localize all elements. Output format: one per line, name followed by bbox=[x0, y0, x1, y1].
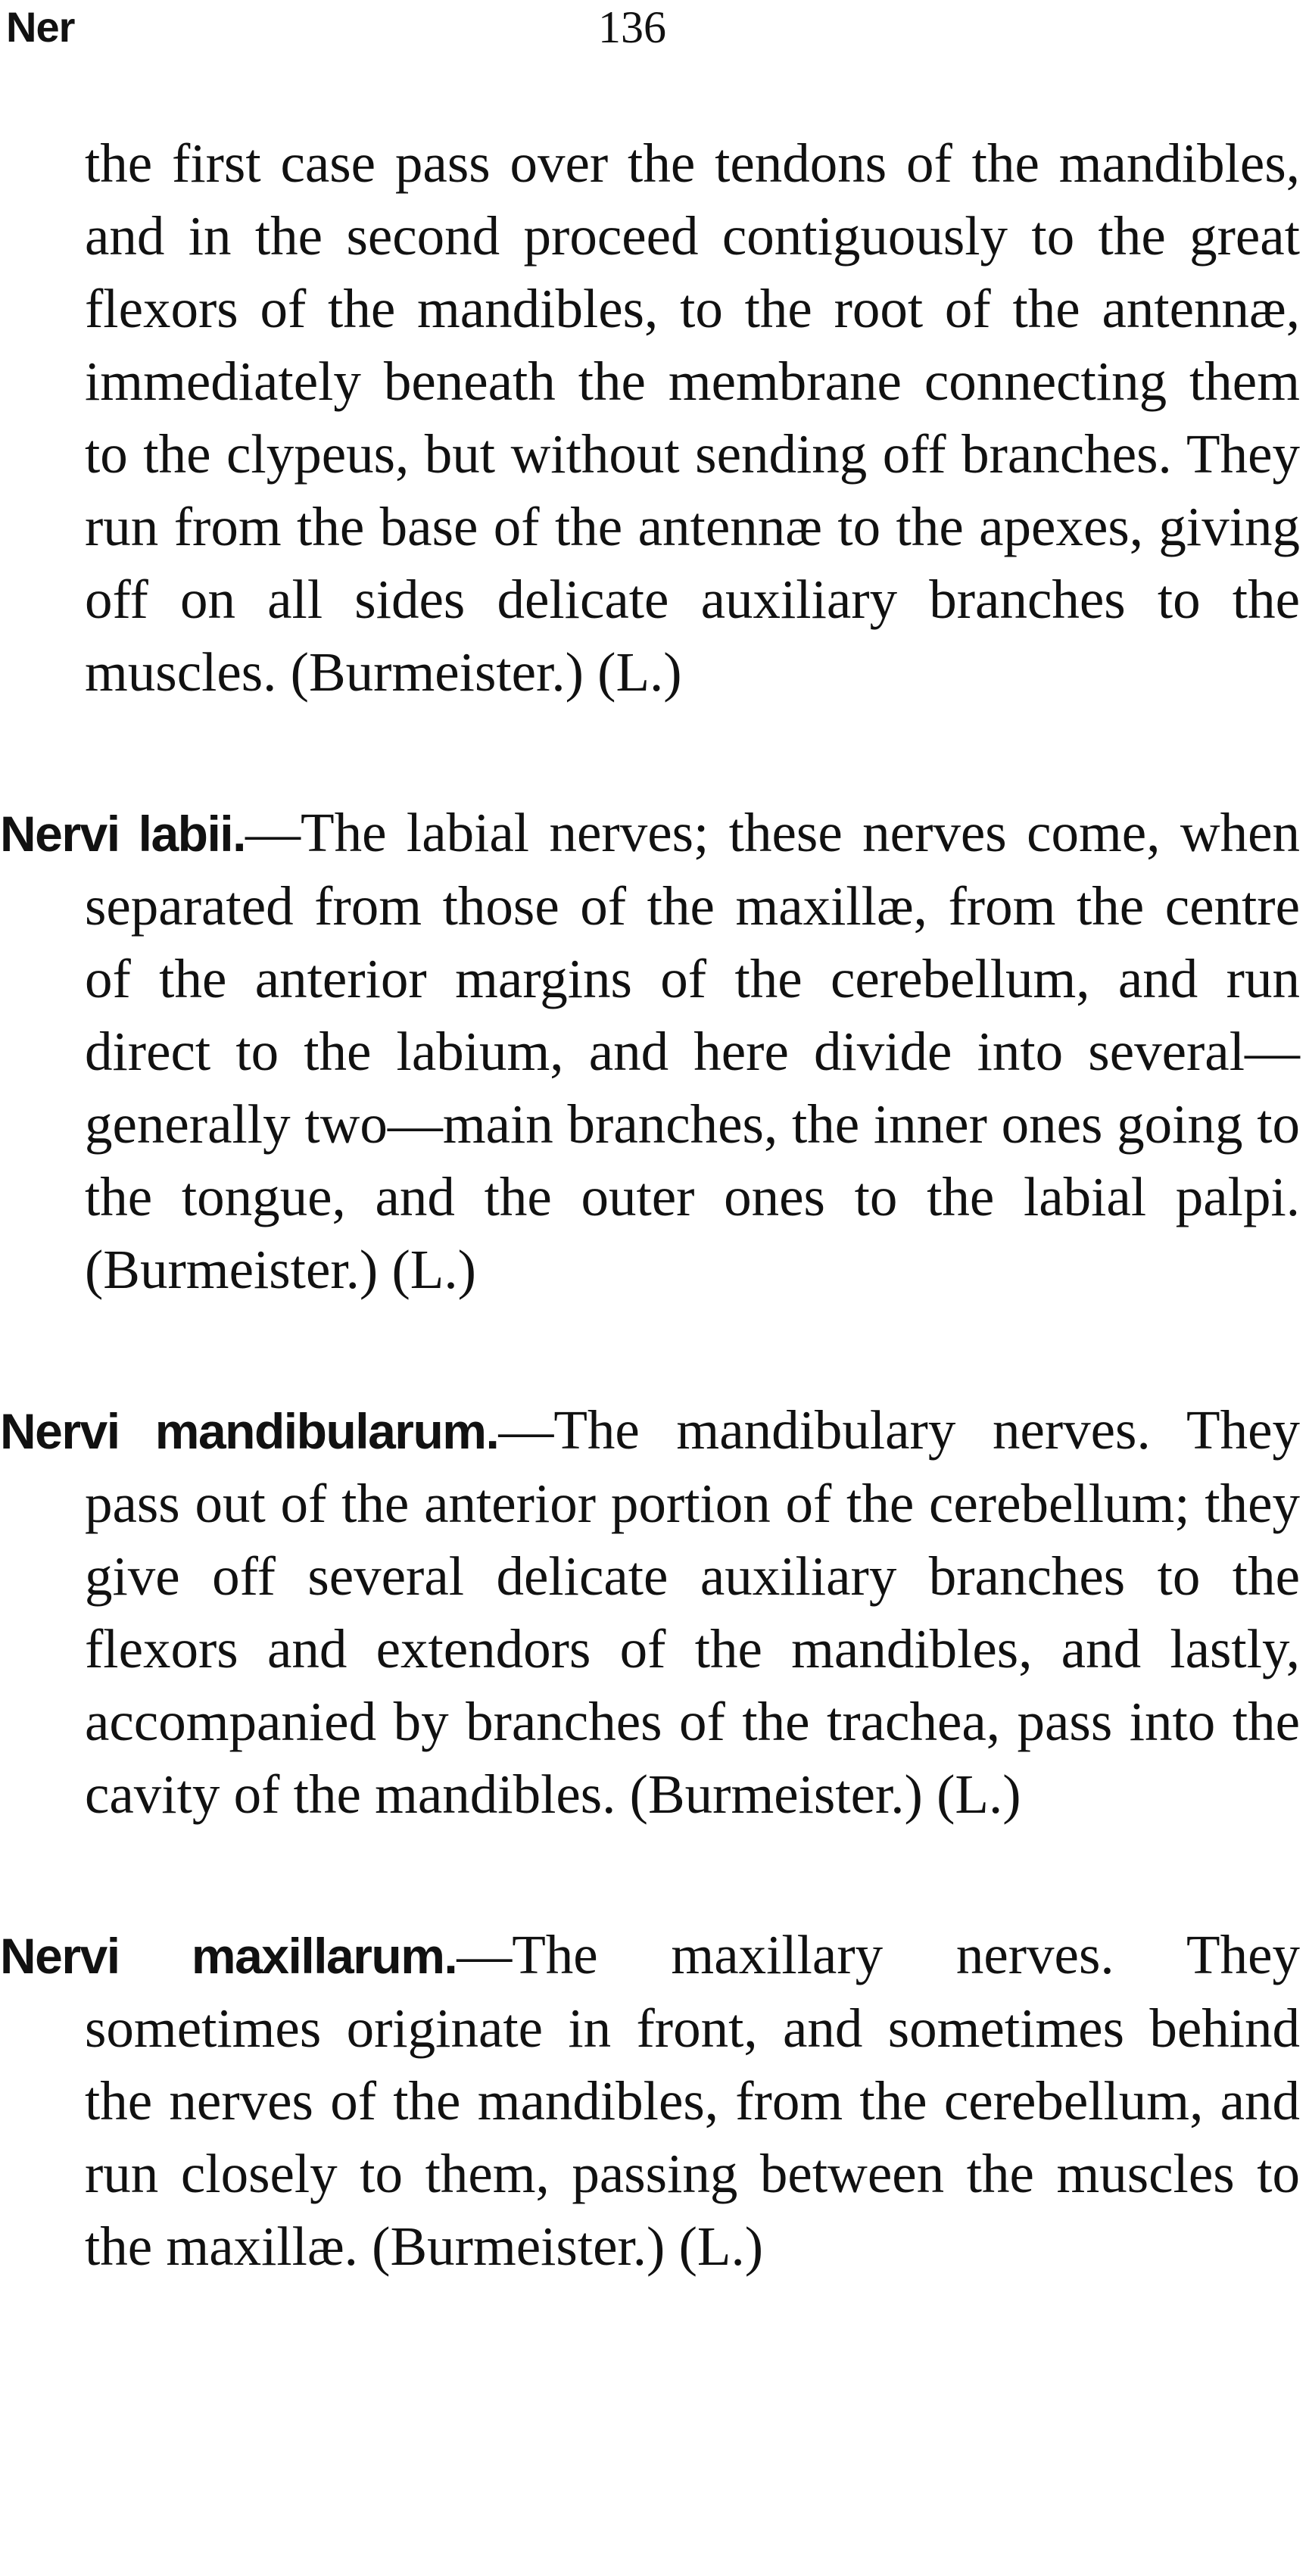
entry-headword: Nervi mandibularum. bbox=[0, 1403, 499, 1459]
entry-definition: —The mandibulary nerves. They pass out of the anterior portion of the cerebellum; they give off several delicate auxiliary branches to the flexors and extendors of the mandibles, and lastly, accompanied by branches of the trachea, pass into the cavity of the mandibles. (Burmeister.) (L.) bbox=[85, 1399, 1300, 1825]
page-body bbox=[0, 127, 1309, 2283]
page-number: 136 bbox=[598, 2, 666, 52]
entry-nervi-labii bbox=[0, 797, 1300, 1306]
continuation-paragraph: the first case pass over the tendons of the mandibles, and in the second proceed contiguously to the great flexors of the mandibles, to the root of the antennæ, immediately beneath the membrane connecting them to the clypeus, but without sending off branches. They run from the base of the antennæ to the apexes, giving off on all sides delicate auxiliary branches to the muscles. (Burmeister.) (L.) bbox=[85, 133, 1300, 703]
page-header bbox=[0, 0, 1309, 61]
entry-headword: Nervi labii. bbox=[0, 806, 245, 862]
running-head: Ner bbox=[6, 3, 75, 51]
entry-definition: —The maxillary nerves. They sometimes originate in front, and sometimes behind the nerves of the mandibles, from the cerebellum, and run closely to them, passing between the muscles to the maxillæ. (Burmeister.) (L.) bbox=[85, 1924, 1300, 2277]
entry-definition: —The labial nerves; these nerves come, when separated from those of the maxillæ, from the centre of the anterior margins of the cerebellum, and run direct to the labium, and here divide into several—generally two—main branches, the inner ones going to the tongue, and the outer ones to the labial palpi. (Burmeister.) (L.) bbox=[85, 802, 1301, 1300]
entry-nervi-maxillarum bbox=[0, 1919, 1300, 2283]
entry-nervi-mandibularum bbox=[0, 1394, 1300, 1831]
entry-headword: Nervi maxillarum. bbox=[0, 1928, 457, 1984]
